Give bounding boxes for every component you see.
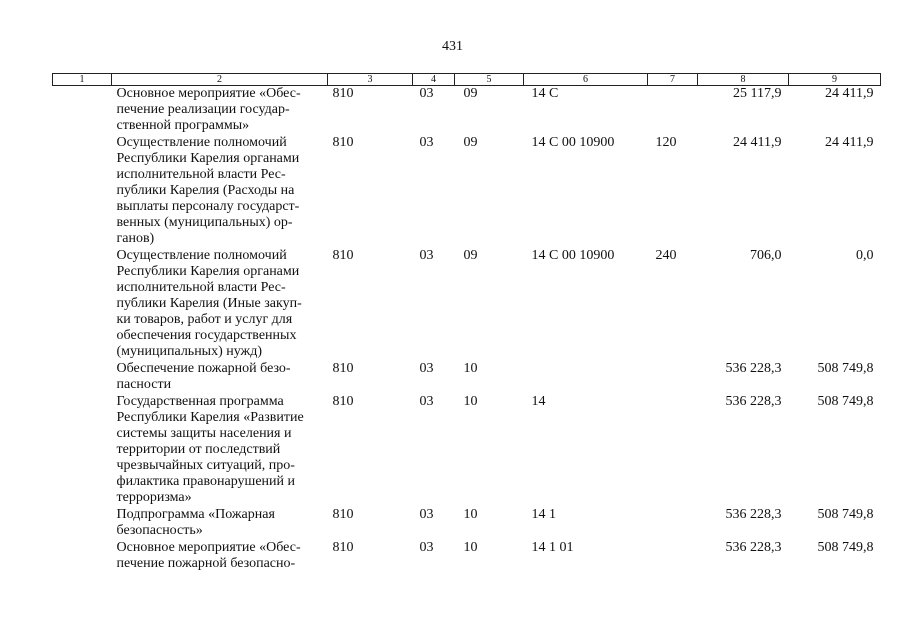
item-name-line: выплаты персоналу государст- <box>116 199 300 214</box>
target-article-cell: 14 <box>531 394 546 409</box>
target-article-cell: 14 С 00 10900 <box>531 248 615 263</box>
amount-year2-cell: 24 411,9 <box>825 135 874 150</box>
section-code-cell: 03 <box>419 507 434 522</box>
subsection-code-cell: 09 <box>463 86 478 101</box>
expense-type-cell: 120 <box>655 135 677 150</box>
item-name-line: ганов) <box>116 231 155 246</box>
expense-type-cell <box>648 361 698 394</box>
item-name-line: печение пожарной безопасно- <box>116 556 296 571</box>
table-row <box>53 540 881 573</box>
amount-year1-cell: 25 117,9 <box>733 86 782 101</box>
ministry-code-cell: 810 <box>332 86 354 101</box>
expense-type-cell <box>648 394 698 507</box>
budget-table <box>52 73 881 573</box>
ministry-code-cell: 810 <box>332 507 354 522</box>
item-name-line: исполнительной власти Рес- <box>116 280 286 295</box>
item-name-line: Государственная программа <box>116 394 284 409</box>
amount-year1-cell: 24 411,9 <box>733 135 782 150</box>
subsection-code-cell: 10 <box>463 361 478 376</box>
section-code-cell: 03 <box>419 540 434 555</box>
target-article-cell: 14 С 00 10900 <box>531 135 615 150</box>
expense-type-cell: 240 <box>655 248 677 263</box>
table-row <box>53 135 881 248</box>
ministry-code-cell: 810 <box>332 394 354 409</box>
table-row <box>53 507 881 540</box>
amount-year1-cell: 536 228,3 <box>725 394 782 409</box>
section-code-cell: 03 <box>419 86 434 101</box>
amount-year2-cell: 0,0 <box>856 248 874 263</box>
item-name-line: территории от последствий <box>116 442 281 457</box>
item-name-line: Обеспечение пожарной безо- <box>116 361 291 376</box>
item-name-cell <box>112 86 328 136</box>
item-name-line: (муниципальных) нужд) <box>116 344 263 359</box>
item-name-cell <box>112 135 328 248</box>
item-name-line: Республики Карелия органами <box>116 264 300 279</box>
row-number-cell <box>53 540 112 573</box>
table-header <box>53 74 881 86</box>
subsection-code-cell: 09 <box>463 248 478 263</box>
page-number: 431 <box>442 39 463 54</box>
item-name-cell <box>112 361 328 394</box>
column-header-8: 8 <box>698 74 789 86</box>
item-name-line: печение реализации государ- <box>116 102 290 117</box>
column-header-9: 9 <box>789 74 881 86</box>
item-name-line: терроризма» <box>116 490 192 505</box>
target-article-cell: 14 1 <box>531 507 556 522</box>
table-body <box>53 86 881 574</box>
column-header-4: 4 <box>413 74 455 86</box>
item-name-line: Республики Карелия органами <box>116 151 300 166</box>
column-header-5: 5 <box>455 74 524 86</box>
column-header-3: 3 <box>328 74 413 86</box>
section-code-cell: 03 <box>419 361 434 376</box>
item-name-line: исполнительной власти Рес- <box>116 167 286 182</box>
item-name-line: Республики Карелия «Развитие <box>116 410 304 425</box>
item-name-line: безопасность» <box>116 523 203 538</box>
amount-year1-cell: 536 228,3 <box>725 507 782 522</box>
subsection-code-cell: 10 <box>463 540 478 555</box>
amount-year2-cell: 508 749,8 <box>817 540 874 555</box>
item-name-line: Осуществление полномочий <box>116 248 287 263</box>
column-header-1: 1 <box>53 74 112 86</box>
section-code-cell: 03 <box>419 248 434 263</box>
item-name-line: филактика правонарушений и <box>116 474 295 489</box>
row-number-cell <box>53 135 112 248</box>
row-number-cell <box>53 248 112 361</box>
item-name-line: ки товаров, работ и услуг для <box>116 312 293 327</box>
ministry-code-cell: 810 <box>332 540 354 555</box>
item-name-line: ственной программы» <box>116 118 250 133</box>
subsection-code-cell: 10 <box>463 394 478 409</box>
table-row <box>53 86 881 136</box>
ministry-code-cell: 810 <box>332 135 354 150</box>
subsection-code-cell: 09 <box>463 135 478 150</box>
amount-year1-cell: 706,0 <box>750 248 782 263</box>
ministry-code-cell: 810 <box>332 361 354 376</box>
column-number-row <box>53 74 881 86</box>
row-number-cell <box>53 507 112 540</box>
expense-type-cell <box>648 86 698 136</box>
item-name-line: венных (муниципальных) ор- <box>116 215 293 230</box>
amount-year2-cell: 24 411,9 <box>825 86 874 101</box>
target-article-cell: 14 1 01 <box>531 540 574 555</box>
table-row <box>53 394 881 507</box>
target-article-cell <box>524 361 648 394</box>
amount-year1-cell: 536 228,3 <box>725 540 782 555</box>
item-name-cell <box>112 248 328 361</box>
amount-year2-cell: 508 749,8 <box>817 361 874 376</box>
expense-type-cell <box>648 540 698 573</box>
expense-type-cell <box>648 507 698 540</box>
row-number-cell <box>53 361 112 394</box>
amount-year1-cell: 536 228,3 <box>725 361 782 376</box>
section-code-cell: 03 <box>419 135 434 150</box>
amount-year2-cell: 508 749,8 <box>817 394 874 409</box>
table-row <box>53 248 881 361</box>
item-name-line: чрезвычайных ситуаций, про- <box>116 458 295 473</box>
item-name-line: пасности <box>116 377 172 392</box>
column-header-2: 2 <box>112 74 328 86</box>
column-header-6: 6 <box>524 74 648 86</box>
row-number-cell <box>53 86 112 136</box>
amount-year2-cell: 508 749,8 <box>817 507 874 522</box>
item-name-cell <box>112 540 328 573</box>
item-name-line: системы защиты населения и <box>116 426 292 441</box>
section-code-cell: 03 <box>419 394 434 409</box>
row-number-cell <box>53 394 112 507</box>
target-article-cell: 14 С <box>531 86 559 101</box>
column-header-7: 7 <box>648 74 698 86</box>
item-name-cell <box>112 507 328 540</box>
item-name-line: публики Карелия (Расходы на <box>116 183 295 198</box>
subsection-code-cell: 10 <box>463 507 478 522</box>
item-name-cell <box>112 394 328 507</box>
item-name-line: Осуществление полномочий <box>116 135 287 150</box>
item-name-line: обеспечения государственных <box>116 328 297 343</box>
item-name-line: Основное мероприятие «Обес- <box>116 540 301 555</box>
item-name-line: Основное мероприятие «Обес- <box>116 86 301 101</box>
item-name-line: публики Карелия (Иные закуп- <box>116 296 302 311</box>
table-row <box>53 361 881 394</box>
ministry-code-cell: 810 <box>332 248 354 263</box>
item-name-line: Подпрограмма «Пожарная <box>116 507 275 522</box>
